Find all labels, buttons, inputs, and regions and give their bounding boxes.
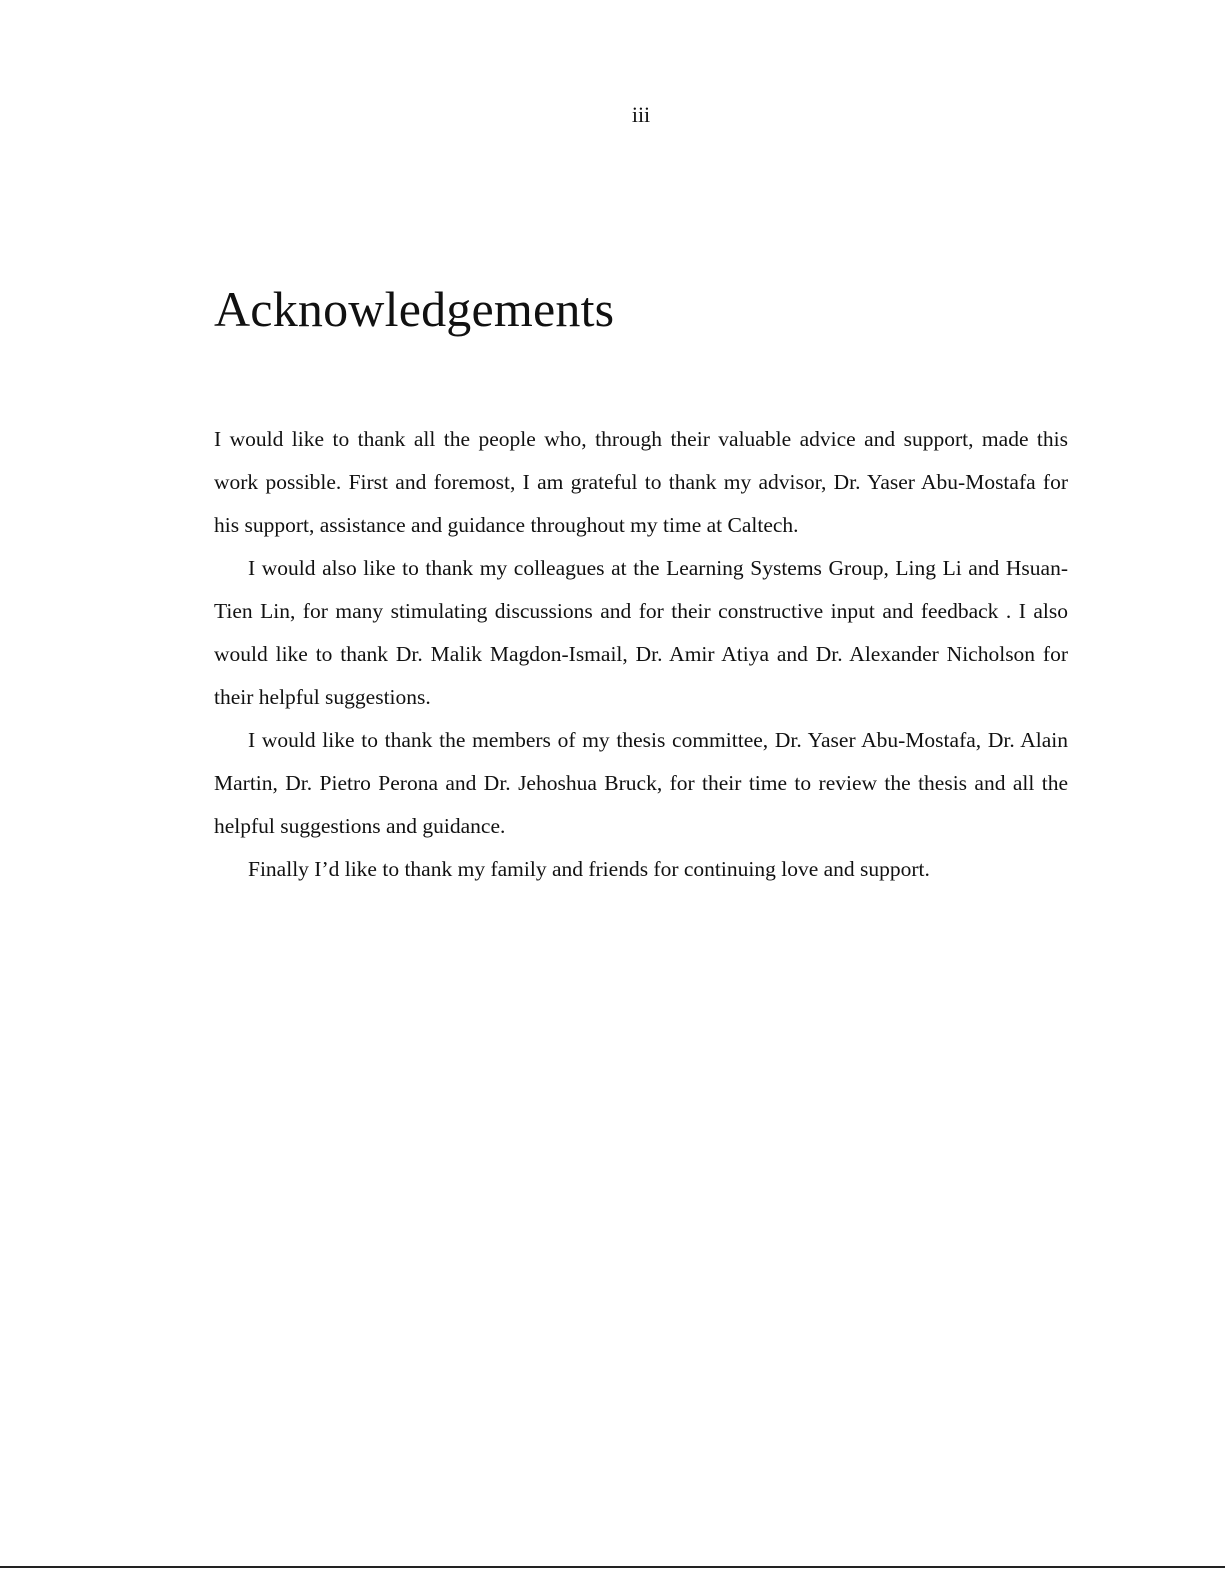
page-bottom-edge — [0, 1566, 1225, 1568]
paragraph-4: Finally I’d like to thank my family and friends for continuing love and support. — [248, 857, 930, 881]
paragraph-1: I would like to thank all the people who, through their valuable advice and support, made this work possible. First and foremost, I am grateful to thank my advisor, Dr. Yaser Abu-Mostafa for his support, assistance and guidance throughout my time at Caltech. — [214, 427, 1068, 537]
acknowledgements-body — [214, 418, 1068, 891]
page-number: iii — [631, 102, 651, 127]
paragraph-2: I would also like to thank my colleagues at the Learning Systems Group, Ling Li and Hsuan-Tien Lin, for many stimulating discussions and for their constructive input and feedback . I also would like to thank Dr. Malik Magdon-Ismail, Dr. Amir Atiya and Dr. Alexander Nicholson for their helpful suggestions. — [214, 556, 1068, 709]
paragraph-3: I would like to thank the members of my thesis committee, Dr. Yaser Abu-Mostafa, Dr. Alain Martin, Dr. Pietro Perona and Dr. Jehoshua Bruck, for their time to review the thesis and all the helpful suggestions and guidance. — [214, 728, 1068, 838]
chapter-title: Acknowledgements — [214, 281, 615, 337]
